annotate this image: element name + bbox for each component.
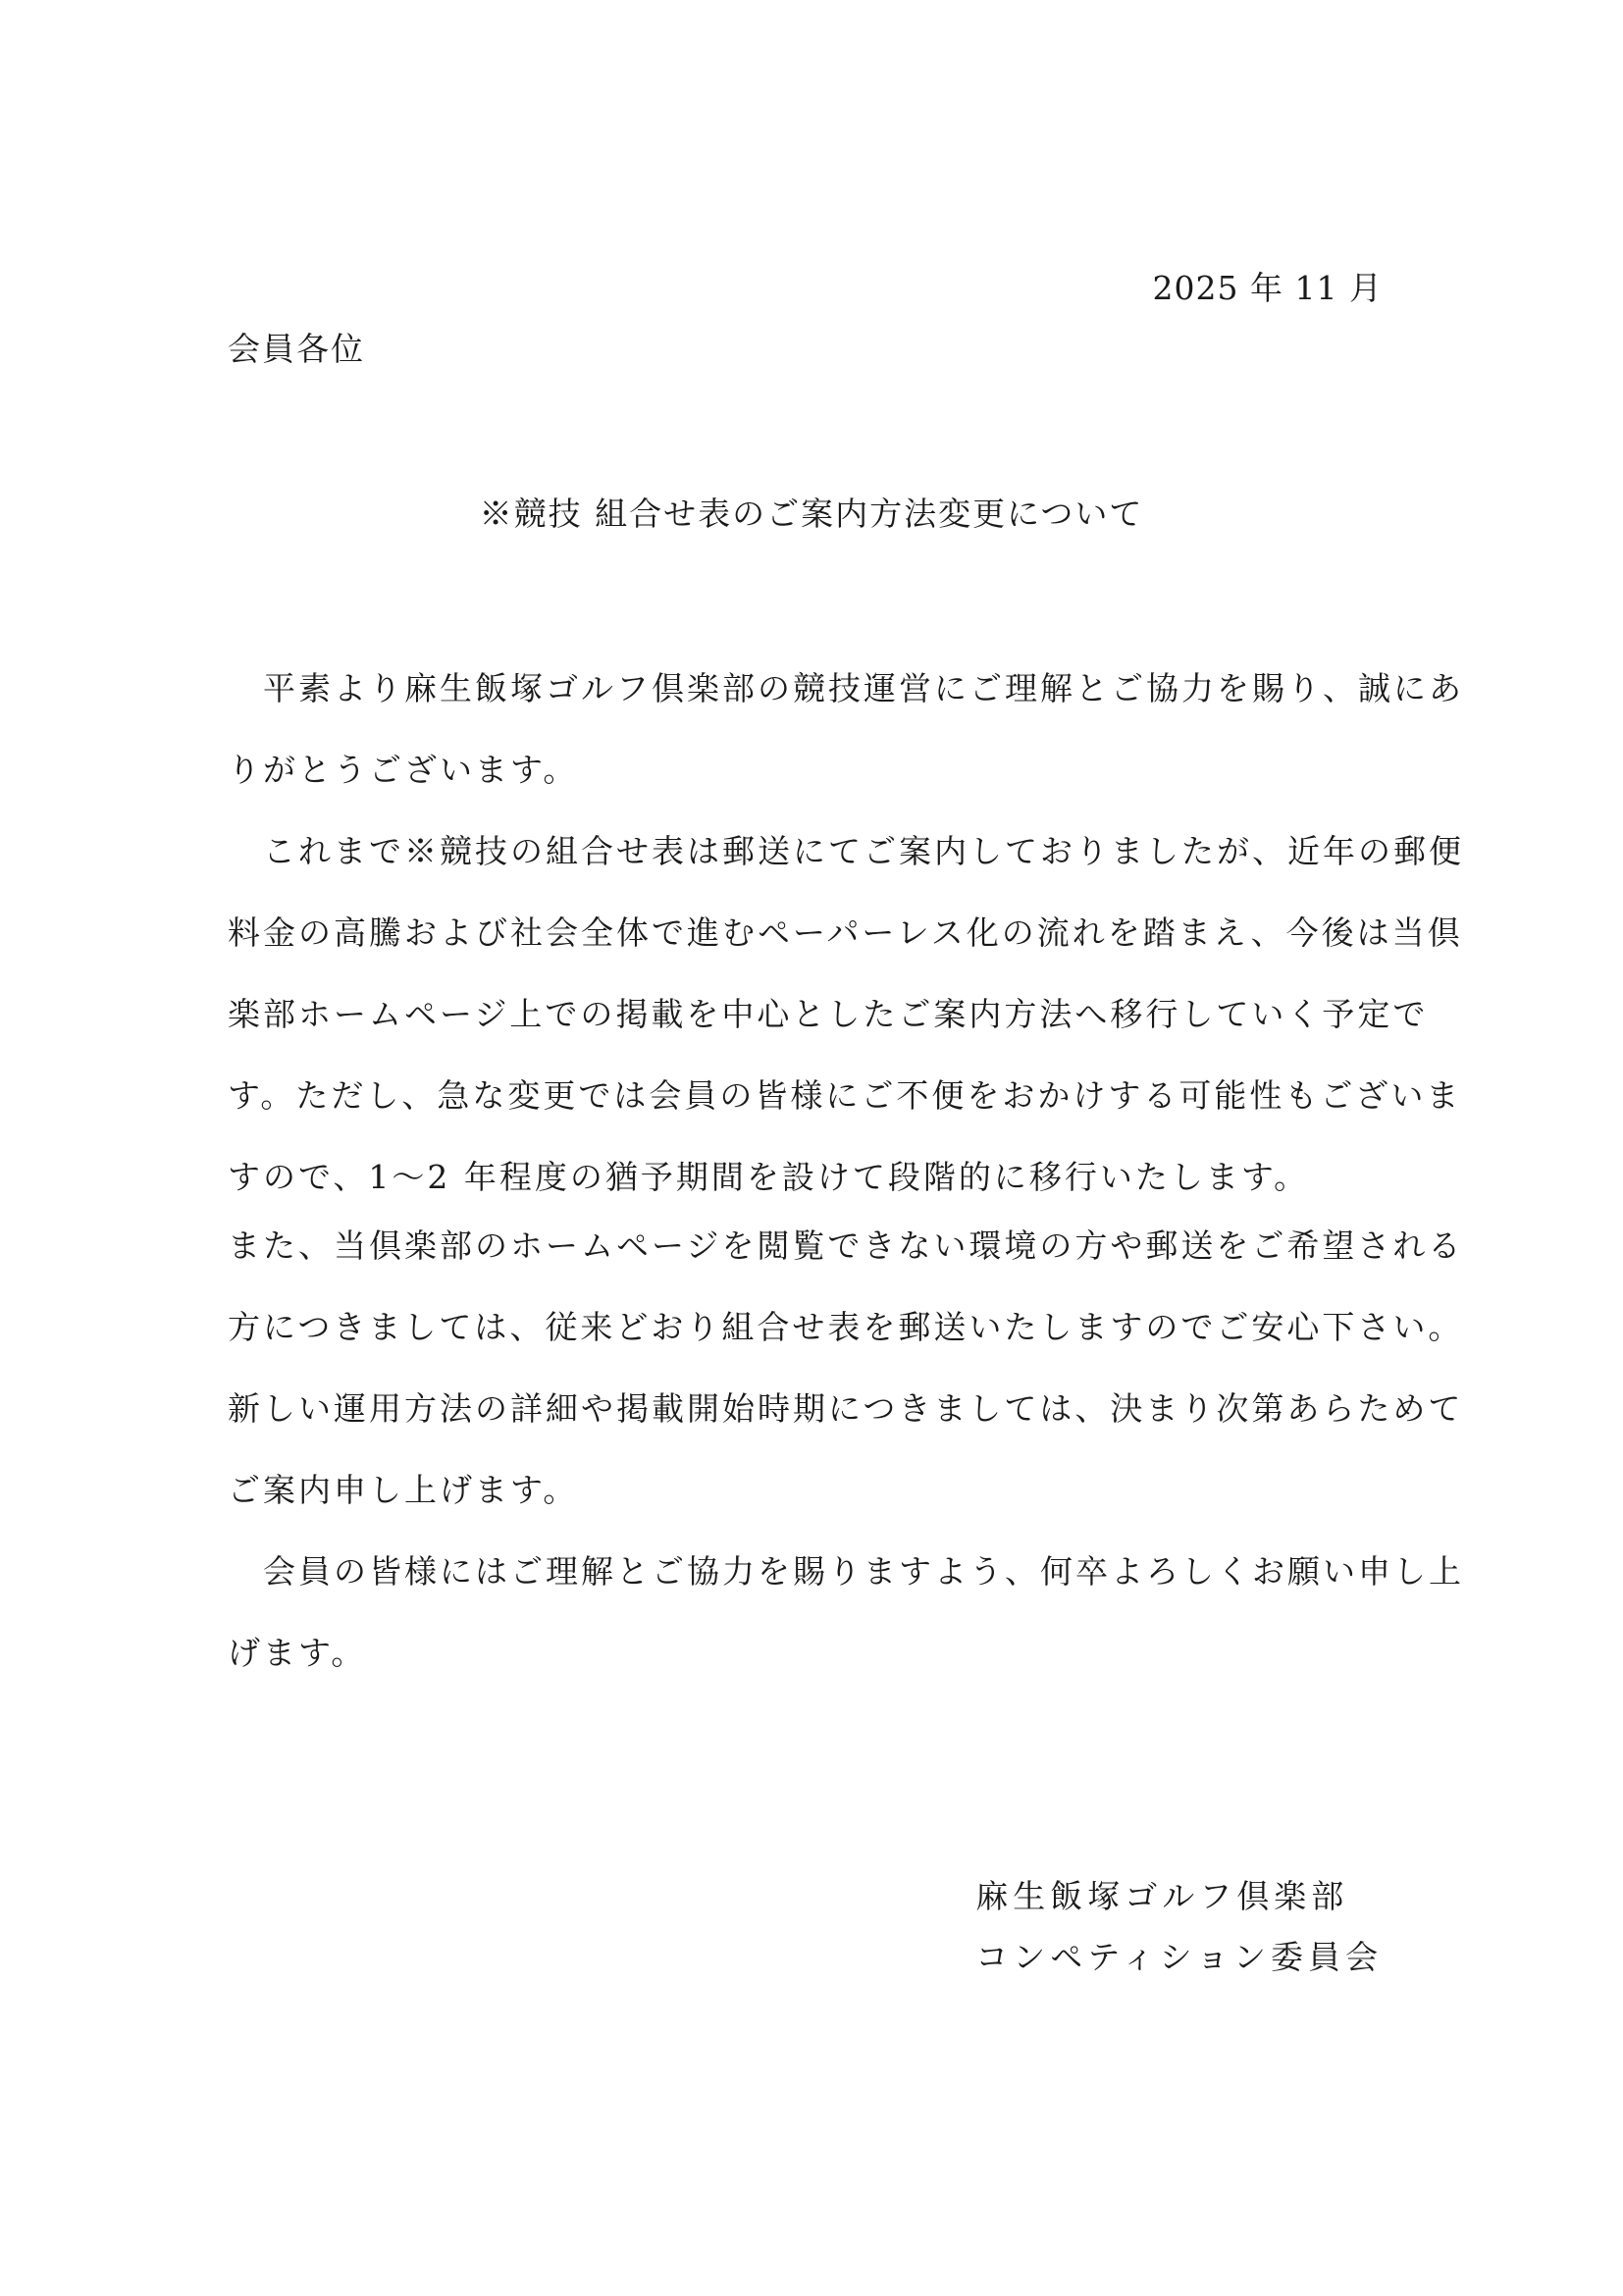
body-line: これまで※競技の組合せ表は郵送にてご案内しておりましたが、近年の郵便 <box>263 832 1464 870</box>
body-line: りがとうございます。 <box>228 751 579 789</box>
body-line: げます。 <box>228 1634 367 1672</box>
signature-committee: コンペティション委員会 <box>975 1938 1383 1976</box>
body-line: す。ただし、急な変更では会員の皆様にご不便をおかけする可能性もございま <box>228 1076 1462 1115</box>
signature-organization: 麻生飯塚ゴルフ倶楽部 <box>975 1877 1349 1915</box>
body-line: また、当倶楽部のホームページを閲覧できない環境の方や郵送をご希望される <box>228 1226 1464 1265</box>
body-line: すので、1〜2 年程度の猶予期間を設けて段階的に移行いたします。 <box>228 1158 1310 1196</box>
body-line: 新しい運用方法の詳細や掲載開始時期につきましては、決まり次第あらためて <box>228 1389 1464 1428</box>
body-line: 料金の高騰および社会全体で進むペーパーレス化の流れを踏まえ、今後は当倶 <box>228 913 1463 952</box>
signature-block <box>975 1866 1383 1988</box>
body-line: ご案内申し上げます。 <box>228 1471 579 1509</box>
body-line: 楽部ホームページ上での掲載を中心としたご案内方法へ移行していく予定で <box>228 995 1429 1033</box>
letter-body <box>228 659 1464 1705</box>
addressee: 会員各位 <box>228 330 365 368</box>
document-title: ※競技 組合せ表のご案内方法変更について <box>479 495 1144 533</box>
body-line: 方につきましては、従来どおり組合せ表を郵送いたしますのでご安心下さい。 <box>228 1308 1464 1346</box>
document-date: 2025 年 11 月 <box>1152 269 1383 307</box>
body-line: 平素より麻生飯塚ゴルフ倶楽部の競技運営にご理解とご協力を賜り、誠にあ <box>263 669 1464 707</box>
body-line: 会員の皆様にはご理解とご協力を賜りますよう、何卒よろしくお願い申し上 <box>263 1552 1464 1591</box>
